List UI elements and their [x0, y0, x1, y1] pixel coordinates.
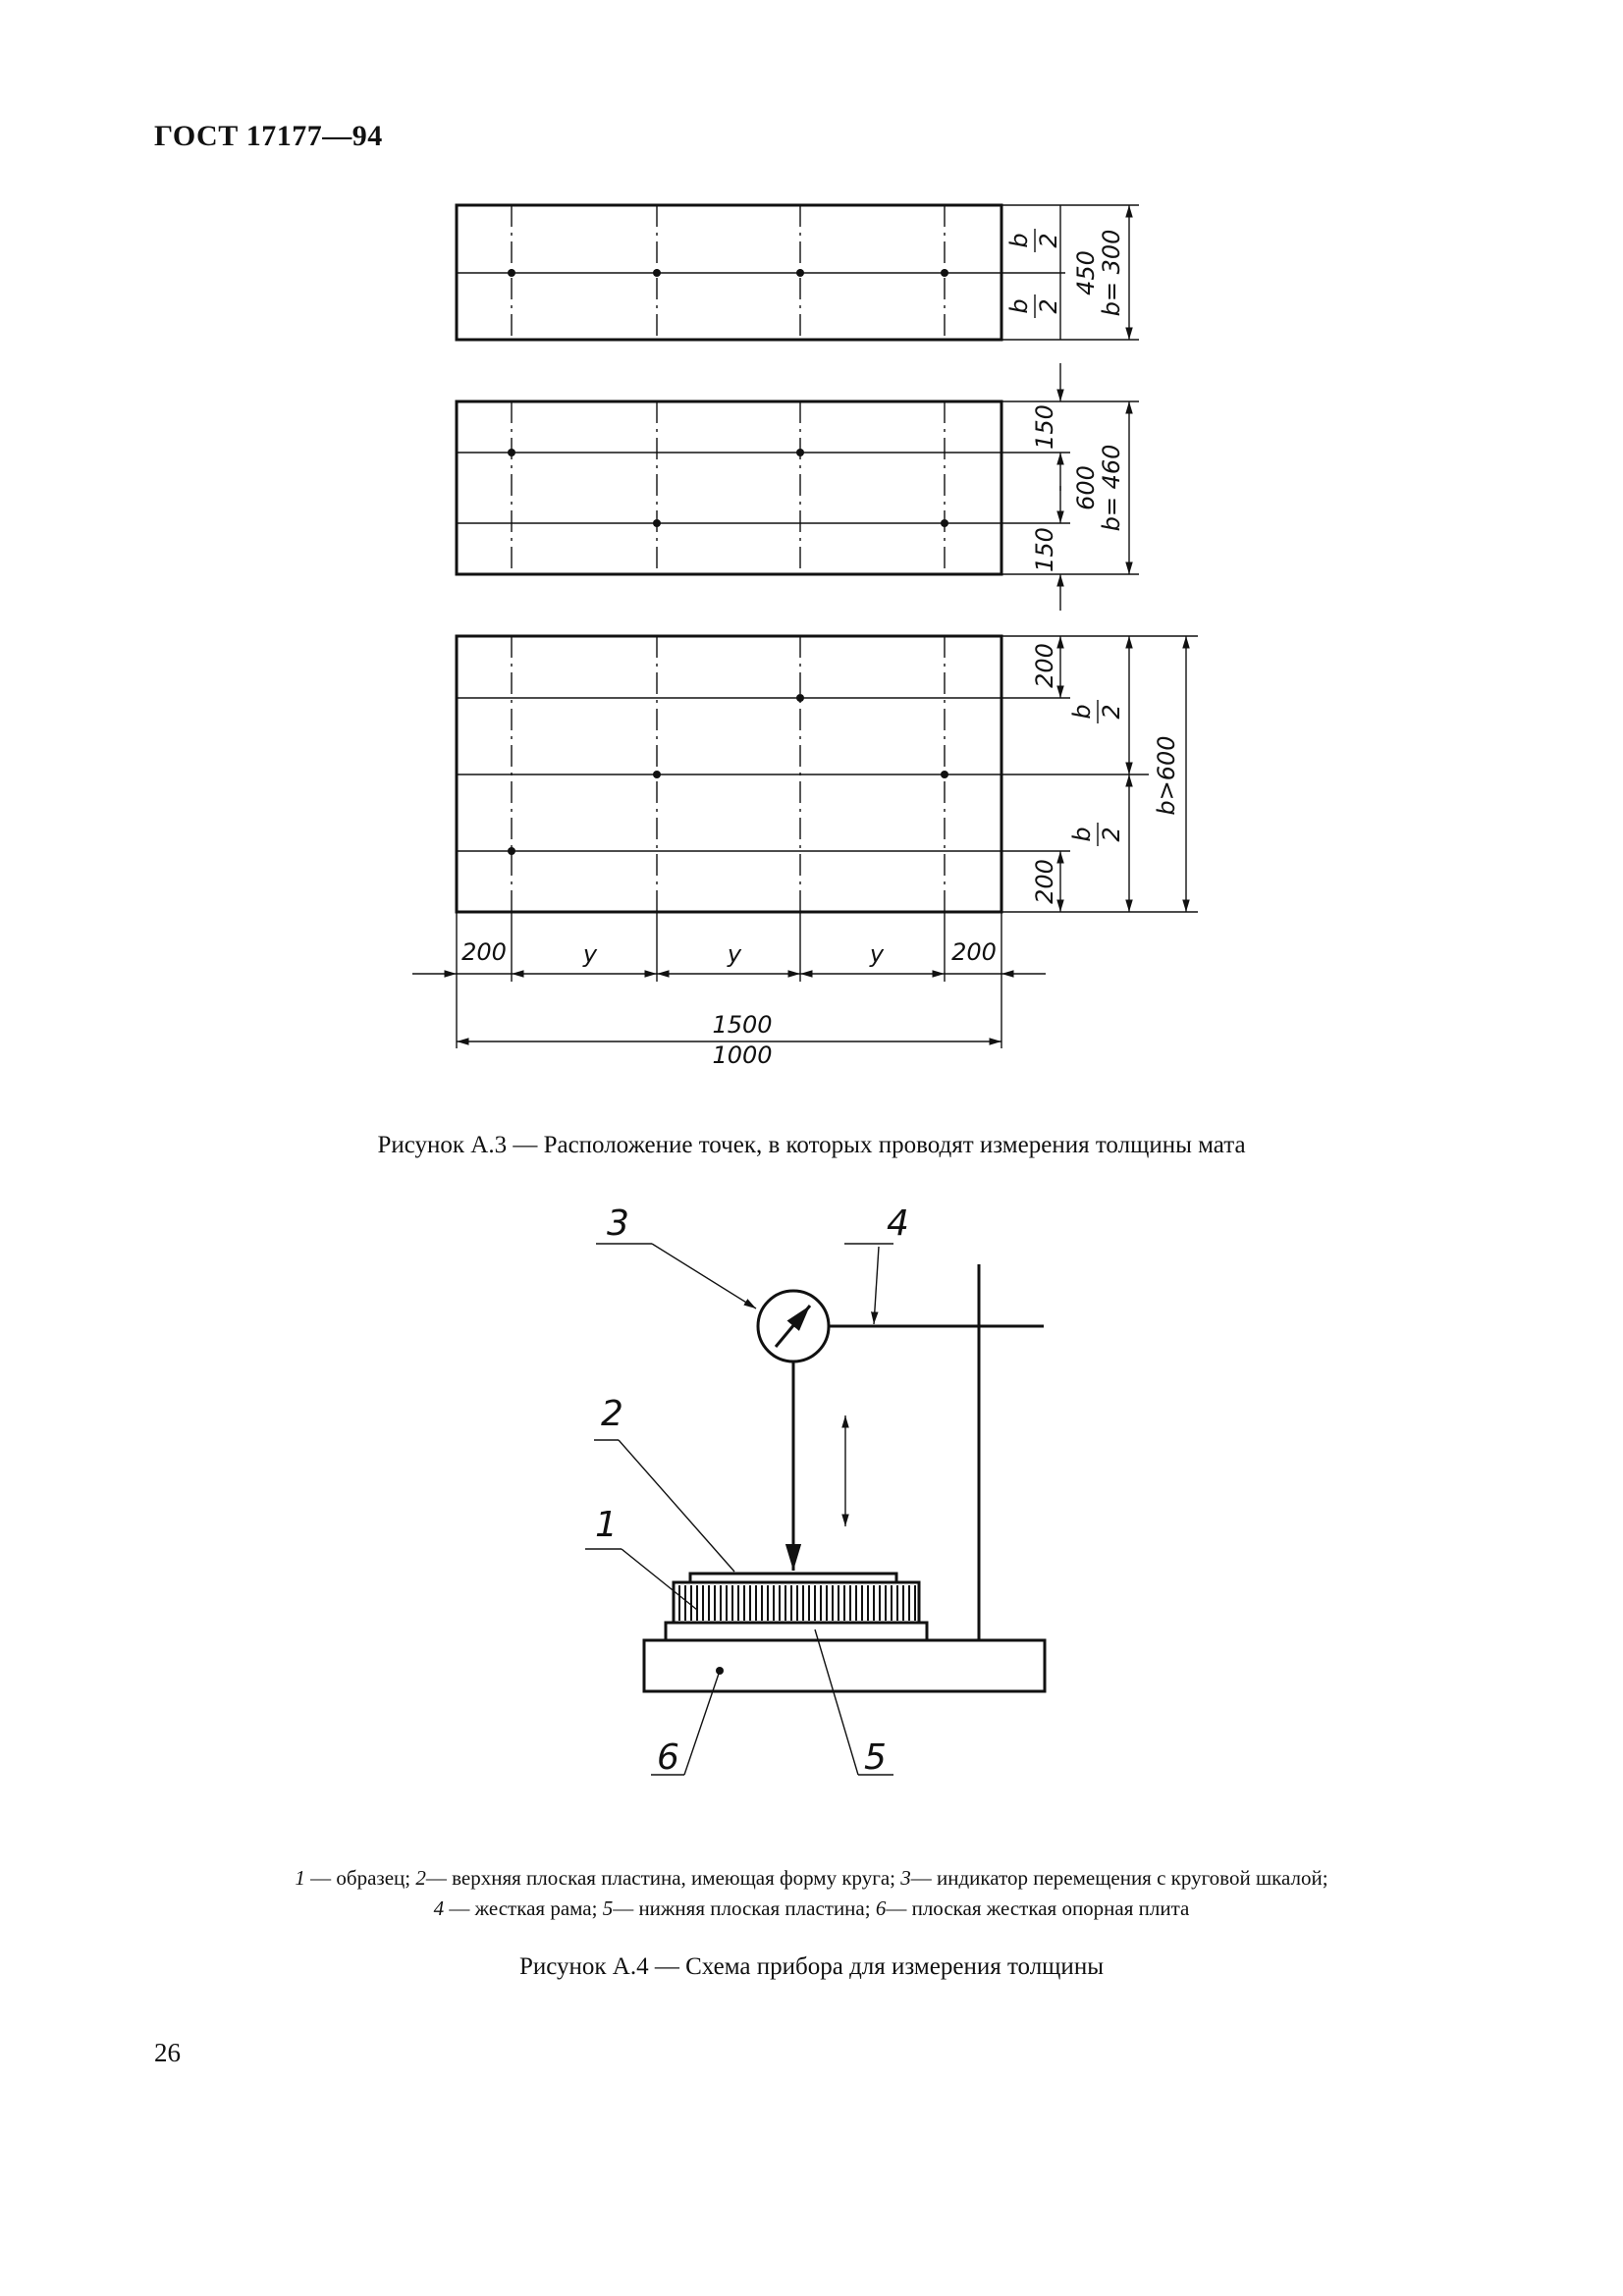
measure-point	[796, 269, 804, 277]
label-3: 3	[607, 1203, 629, 1244]
dim-200-right: 200	[951, 938, 997, 966]
svg-text:2: 2	[1098, 827, 1125, 842]
dim-b-gt-600: b>600	[1153, 735, 1180, 816]
dim-b-half: b	[1068, 704, 1096, 720]
measure-point	[508, 449, 515, 456]
measure-point	[941, 269, 948, 277]
dim-b-half: b	[1005, 233, 1033, 248]
figure-a3-caption: Рисунок А.3 — Расположение точек, в которых проводят измерения толщины мата	[377, 1132, 1246, 1158]
support-plate	[644, 1640, 1045, 1691]
dim-200-top: 200	[1031, 643, 1058, 688]
figure-a4-legend	[0, 1863, 1623, 1924]
dim-b-half: b	[1068, 827, 1096, 842]
lower-plate	[666, 1623, 927, 1640]
dim-b-value: b= 460	[1098, 444, 1125, 532]
svg-text:2: 2	[1098, 704, 1125, 720]
label-1: 1	[595, 1505, 618, 1545]
dim-1000: 1000	[712, 1041, 773, 1069]
measure-point	[653, 519, 661, 527]
horizontal-dimensions	[412, 912, 1046, 1069]
dim-total: 600	[1072, 465, 1100, 510]
upper-plate	[690, 1574, 896, 1582]
measure-point	[508, 847, 515, 855]
thickness-apparatus	[585, 1203, 1045, 1778]
figure-a4-caption: Рисунок А.4 — Схема прибора для измерения толщины	[518, 1953, 1104, 1980]
measure-point	[796, 449, 804, 456]
dim-b-half: b	[1005, 298, 1033, 314]
dim-y: y	[582, 940, 598, 968]
measure-point	[653, 771, 661, 778]
measure-point	[941, 771, 948, 778]
dim-200-left: 200	[461, 938, 507, 966]
label-5: 5	[864, 1737, 887, 1778]
dim-200-bottom: 200	[1031, 859, 1058, 904]
dim-y: y	[869, 940, 885, 968]
measure-point	[796, 694, 804, 702]
dim-1500: 1500	[712, 1011, 773, 1039]
label-4: 4	[887, 1203, 909, 1244]
svg-text:2: 2	[1035, 298, 1062, 314]
page-number: 26	[154, 2038, 181, 2067]
legend-line-1: 1 — образец; 2— верхняя плоская пластина, имеющая форму круга; 3— индикатор перемещения с круговой шкалой;	[295, 1866, 1328, 1890]
specimen-hatching	[679, 1585, 915, 1621]
measure-point	[653, 269, 661, 277]
dim-total: 450	[1072, 250, 1100, 295]
label-6: 6	[657, 1737, 679, 1778]
document-code-header: ГОСТ 17177—94	[154, 120, 383, 152]
legend-line-2: 4 — жесткая рама; 5— нижняя плоская пластина; 6— плоская жесткая опорная плита	[433, 1896, 1190, 1920]
measure-point	[508, 269, 515, 277]
mat-panel-1	[457, 205, 1139, 340]
measure-point	[941, 519, 948, 527]
mat-panel-2	[457, 363, 1139, 611]
dim-150-top: 150	[1031, 404, 1058, 450]
dim-150-bottom: 150	[1031, 527, 1058, 572]
dim-y: y	[727, 940, 742, 968]
dim-b-value: b= 300	[1098, 229, 1125, 317]
label-2: 2	[601, 1394, 623, 1434]
mat-panel-3	[457, 636, 1198, 912]
svg-text:2: 2	[1035, 233, 1062, 248]
